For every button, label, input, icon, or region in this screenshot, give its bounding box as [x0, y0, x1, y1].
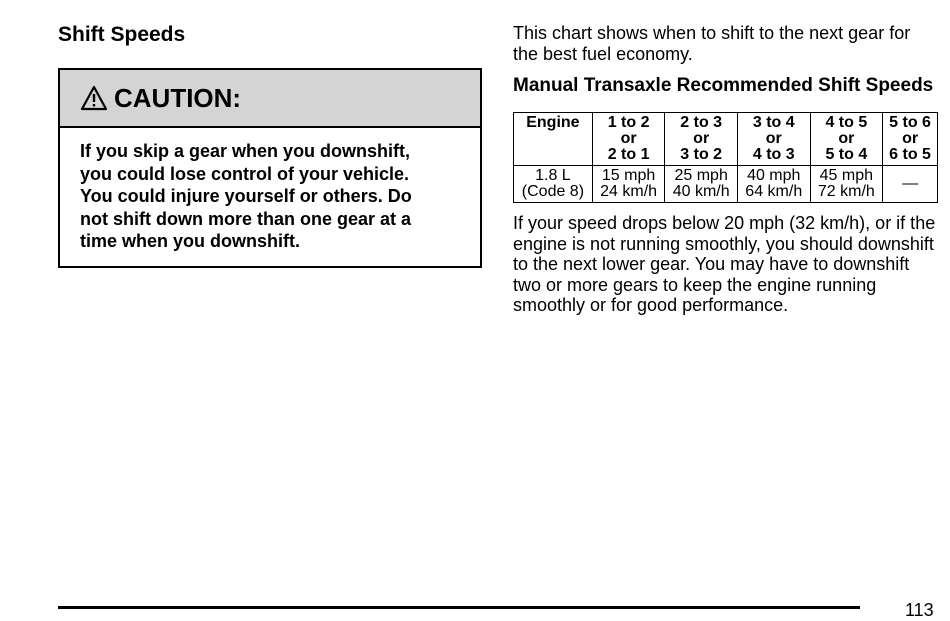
left-column — [58, 22, 482, 268]
header-text: 5 to 4 — [825, 146, 868, 163]
header-text: 2 to 3 — [680, 114, 723, 131]
header-text: 6 to 5 — [889, 146, 931, 163]
cell-text: 72 km/h — [817, 183, 875, 200]
header-text: 2 to 1 — [607, 146, 650, 163]
cell-text: 24 km/h — [600, 183, 658, 200]
caution-header — [60, 70, 480, 128]
cell-speed — [592, 166, 665, 203]
cell-speed — [810, 166, 883, 203]
table-title: Manual Transaxle Recommended Shift Speeds — [513, 75, 934, 96]
header-text: 3 to 4 — [752, 114, 795, 131]
header-engine — [514, 113, 593, 166]
header-text: or — [693, 130, 710, 147]
header-text: 4 to 3 — [752, 146, 795, 163]
header-text: or — [838, 130, 855, 147]
header-text: Engine — [526, 114, 580, 131]
cell-text: 40 mph — [747, 167, 801, 184]
cell-text: (Code 8) — [521, 183, 585, 200]
caution-text — [60, 128, 480, 266]
cell-speed — [665, 166, 738, 203]
cell-speed — [883, 166, 938, 203]
table-header-row — [514, 113, 938, 166]
downshift-paragraph: If your speed drops below 20 mph (32 km/h), or if the engine is not running smoothly, you should downshift to the next lower gear. You may have to downshift two or more gears to keep the engine running smoothly or for good performance. — [513, 213, 936, 315]
caution-line: If you skip a gear when you downshift, — [80, 141, 411, 161]
cell-text: 45 mph — [819, 167, 874, 184]
right-column — [513, 23, 938, 316]
header-text: 1 to 2 — [607, 114, 650, 131]
caution-line: not shift down more than one gear at a — [80, 208, 412, 229]
header-text: 3 to 2 — [680, 146, 723, 163]
caution-line: You could injure yourself or others. Do — [80, 186, 412, 206]
caution-line: time when you downshift. — [80, 231, 300, 251]
page-number: 113 — [905, 600, 934, 620]
cell-text: — — [902, 175, 919, 192]
shift-speed-table — [513, 112, 938, 203]
cell-speed — [737, 166, 810, 203]
header-text: 4 to 5 — [825, 114, 868, 131]
caution-box — [58, 68, 482, 268]
header-gear-5-6 — [883, 113, 938, 166]
header-gear-4-5 — [810, 113, 883, 166]
cell-text: 40 km/h — [672, 183, 730, 200]
cell-text: 25 mph — [674, 167, 728, 184]
warning-triangle-icon — [80, 85, 108, 111]
cell-engine — [514, 166, 593, 203]
header-text: or — [765, 130, 782, 147]
table-row — [514, 166, 938, 203]
header-gear-3-4 — [737, 113, 810, 166]
footer-rule — [58, 606, 860, 609]
header-gear-1-2 — [592, 113, 665, 166]
caution-label: CAUTION: — [114, 82, 242, 113]
header-gear-2-3 — [665, 113, 738, 166]
header-text: or — [902, 130, 919, 147]
header-text: 5 to 6 — [889, 114, 931, 131]
section-title: Shift Speeds — [58, 23, 186, 46]
cell-text: 15 mph — [601, 167, 656, 184]
caution-line: you could lose control of your vehicle. — [80, 163, 410, 184]
cell-text: 1.8 L — [535, 167, 571, 184]
header-text: or — [620, 130, 637, 147]
intro-paragraph: This chart shows when to shift to the next gear for the best fuel economy. — [513, 23, 911, 64]
cell-text: 64 km/h — [745, 183, 803, 200]
